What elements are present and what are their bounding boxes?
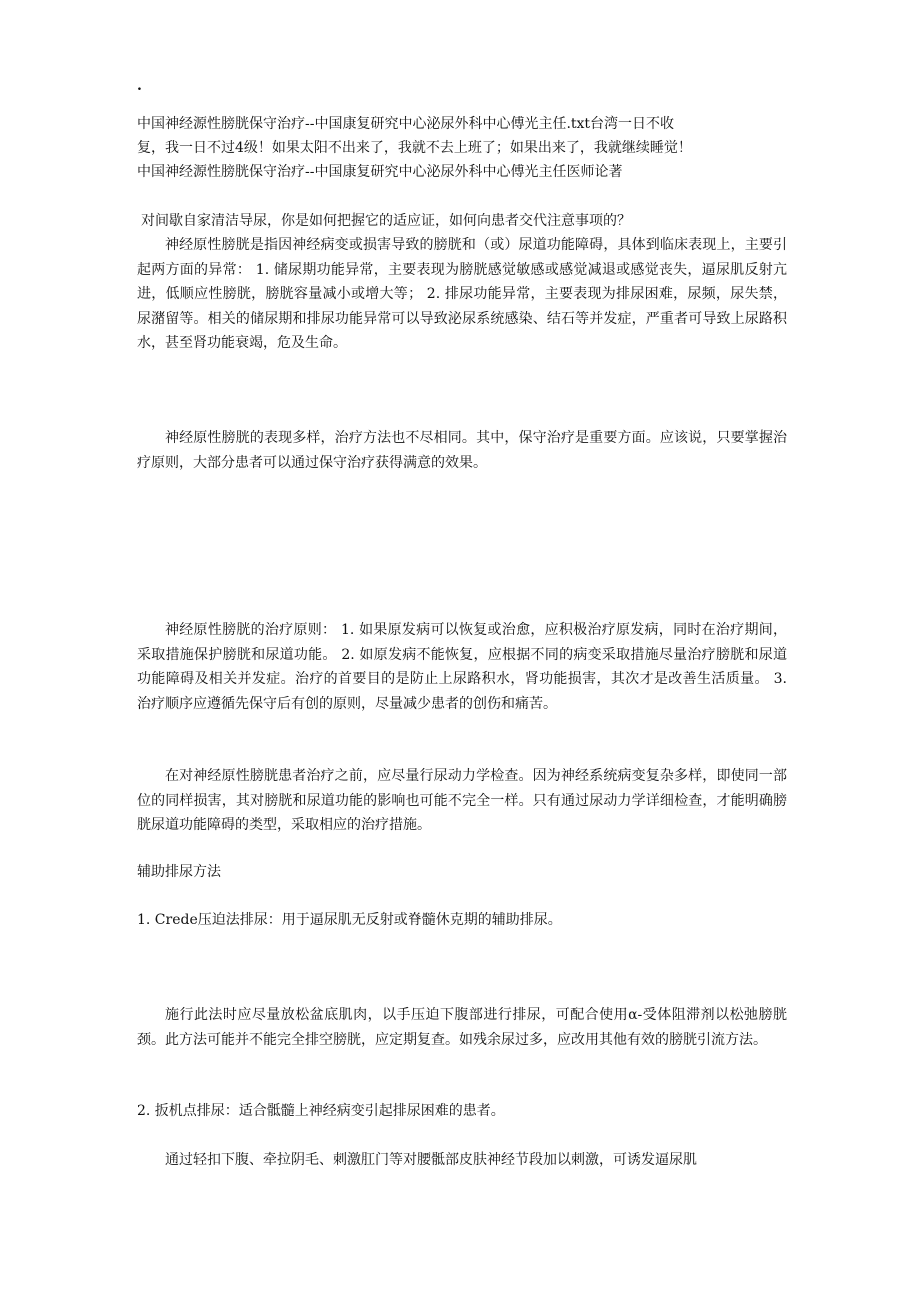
document-header [137, 112, 787, 184]
paragraph-principles: 神经原性膀胱的治疗原则： 1. 如果原发病可以恢复或治愈，应积极治疗原发病，同时在治疗期间，采取措施保护膀胱和尿道功能。 2. 如原发病不能恢复，应根据不同的病变采取措施尽量治疗膀胱和尿道功能障碍及相关并发症。治疗的首要目的是防止上尿路积水，肾功能损害，其次才是改善生活质量。 3. 治疗顺序应遵循先保守后有创的原则，尽量减少患者的创伤和痛苦。 [137, 622, 787, 712]
paragraph-definition: 神经原性膀胱是指因神经病变或损害导致的膀胱和（或）尿道功能障碍，具体到临床表现上，主要引起两方面的异常： 1. 储尿期功能异常，主要表现为膀胱感觉敏感或感觉减退或感觉丧失，逼尿肌反射亢进，低顺应性膀胱，膀胱容量减小或增大等； 2. 排尿功能异常，主要表现为排尿困难，尿频，尿失禁，尿潴留等。相关的储尿期和排尿功能异常可以导致泌尿系统感染、结石等并发症，严重者可导致上尿路积水，甚至肾功能衰竭，危及生命。 [137, 237, 787, 351]
page-mark: . [137, 78, 142, 94]
header-line: 中国神经源性膀胱保守治疗--中国康复研究中心泌尿外科中心傅光主任医师论著 [137, 164, 623, 180]
list-item-crede: 1. Crede压迫法排尿：用于逼尿肌无反射或脊髓休克期的辅助排尿。 [137, 912, 562, 928]
paragraph-crede-details: 施行此法时应尽量放松盆底肌肉，以手压迫下腹部进行排尿，可配合使用α-受体阻滞剂以松弛膀胱颈。此方法可能并不能完全排空膀胱，应定期复查。如残余尿过多，应改用其他有效的膀胱引流方法。 [137, 1007, 787, 1048]
header-line: 复，我一日不过4级！如果太阳不出来了，我就不去上班了；如果出来了，我就继续睡觉！ [137, 140, 692, 156]
paragraph-urodynamics: 在对神经原性膀胱患者治疗之前，应尽量行尿动力学检查。因为神经系统病变复杂多样，即使同一部位的同样损害，其对膀胱和尿道功能的影响也可能不完全一样。只有通过尿动力学详细检查，才能明确膀胱尿道功能障碍的类型，采取相应的治疗措施。 [137, 768, 787, 833]
list-item-trigger: 2. 扳机点排尿：适合骶髓上神经病变引起排尿困难的患者。 [137, 1103, 505, 1119]
paragraph-overview: 神经原性膀胱的表现多样，治疗方法也不尽相同。其中，保守治疗是重要方面。应该说，只要掌握治疗原则，大部分患者可以通过保守治疗获得满意的效果。 [137, 430, 787, 471]
section-heading: 辅助排尿方法 [137, 864, 221, 880]
header-line: 中国神经源性膀胱保守治疗--中国康复研究中心泌尿外科中心傅光主任.txt台湾一日不收 [137, 116, 675, 132]
paragraph-trigger-details: 通过轻扣下腹、牵拉阴毛、刺激肛门等对腰骶部皮肤神经节段加以刺激，可诱发逼尿肌 [165, 1152, 697, 1168]
question-line: 对间歇自家清洁导尿，你是如何把握它的适应证，如何向患者交代注意事项的？ [141, 213, 631, 229]
